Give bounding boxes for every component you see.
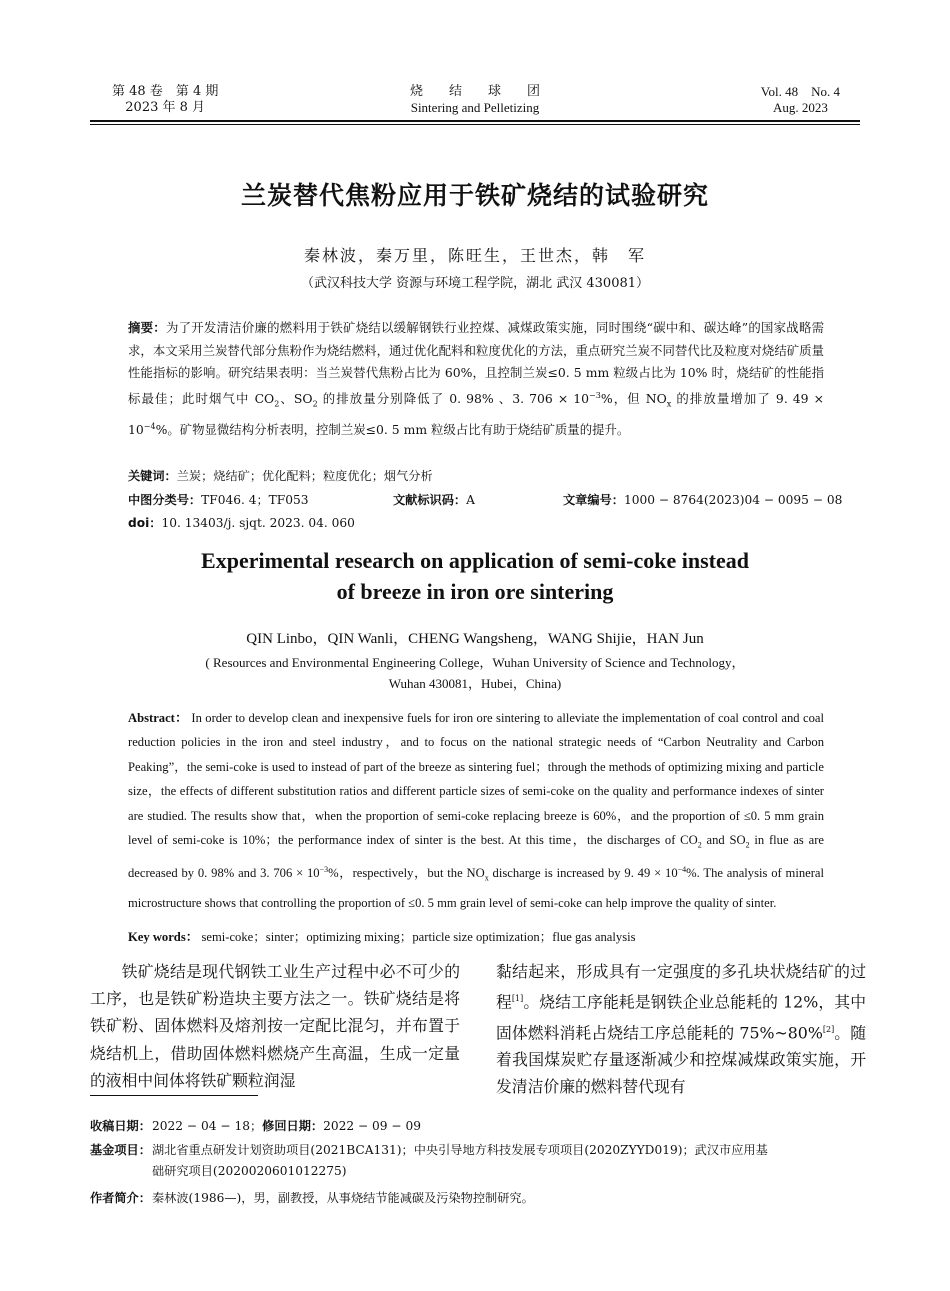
- affiliation-en: ( Resources and Environmental Engineering College，Wuhan University of Science and Technology， Wuhan 430081，Hubei，China): [205, 655, 745, 691]
- title-cn: 兰炭替代焦粉应用于铁矿烧结的试验研究: [240, 181, 709, 210]
- volume-issue-en: Vol. 48 No. 4: [760, 84, 840, 99]
- abstract-cn-label: 摘要：: [128, 320, 166, 335]
- footnote-dates: 收稿日期：2022 − 04 − 18；修回日期：2022 − 09 − 09: [90, 1119, 422, 1133]
- footnote-rule: [90, 1095, 258, 1096]
- keywords-cn-label: 关键词：: [128, 469, 177, 483]
- publication-date: 2023 年 8 月: [125, 100, 206, 115]
- header-rule-top: [90, 120, 860, 122]
- header-right: [761, 84, 840, 116]
- authors-en: QIN Linbo，QIN Wanli，CHENG Wangsheng，WANG Shijie，HAN Jun: [246, 631, 704, 647]
- abstract-en-label: Abstract：: [128, 711, 188, 725]
- publication-date-en: Aug. 2023: [772, 100, 828, 115]
- document-code: 文献标识码：A: [393, 493, 475, 507]
- body-column-left: 铁矿烧结是现代钢铁工业生产过程中必不可少的工序，也是铁矿粉造块主要方法之一。铁矿烧结是将铁矿粉、固体燃料及熔剂按一定配比混匀，并布置于烧结机上，借助固体燃料燃烧产生高温，生成一定量的液相中间体将铁矿颗粒润湿: [90, 962, 460, 1090]
- doi: doi：10. 13403/j. sjqt. 2023. 04. 060: [128, 516, 355, 530]
- footnote-funding: 基金项目：湖北省重点研发计划资助项目(2021BCA131)；中央引导地方科技发展专项项目(2020ZYYD019)；武汉市应用基 础研究项目(2020020601012275): [90, 1143, 768, 1178]
- body-column-right: 黏结起来，形成具有一定强度的多孔块状烧结矿的过程[1]。烧结工序能耗是钢铁企业总能耗的 12%，其中固体燃料消耗占烧结工序总能耗的 75%~80%[2]。随着我国煤炭贮存量逐渐减少和控煤减煤政策实施，开发清洁价廉的燃料替代现有: [496, 962, 866, 1097]
- article-number: 文章编号：1000 − 8764(2023)04 − 0095 − 08: [563, 493, 843, 507]
- footnote-author-bio: 作者简介：秦林波(1986—)，男，副教授，从事烧结节能减碳及污染物控制研究。: [90, 1191, 534, 1205]
- citation-1[interactable]: [1]: [511, 994, 524, 1004]
- keywords-cn-text: 兰炭；烧结矿；优化配料；粒度优化；烟气分析: [176, 469, 433, 483]
- abstract-en: Abstract： In order to develop clean and inexpensive fuels for iron ore sintering to alleviate the implementation of coal control and coal reduction policies in the iron and steel industry，and to focus on the national strategic needs of “Carbon Neutrality and Carbon Peaking”，the semi-coke is used to instead of part of the breeze as sintering fuel；through the methods of optimizing mixing and particle size，the effects of different substitution ratios and different particle sizes of semi-coke on the quality and performance indexes of sinter are studied. The results show that，when the proportion of semi-coke replacing breeze is 60%，and the proportion of ≤0. 5 mm grain level of semi-coke is 10%；the performance index of sinter is the best. At this time，the discharges of $CO_2$ and $SO_2$ in flue as are decreased by 0. 98% and 3. $706 \times 10^{-3}\%$，respectively，but the $NO_x$ discharge is increased by 9. $49 \times 10^{-4}\%$. The analysis of mineral microstructure shows that controlling the proportion of ≤0. 5 mm grain level of semi-coke can help improve the quality of sinter.: [128, 711, 824, 911]
- keywords-en-text: semi-coke；sinter；optimizing mixing；particle size optimization；flue gas analysis: [198, 930, 636, 944]
- keywords-en: [128, 926, 824, 945]
- journal-title-en: Sintering and Pelletizing: [410, 100, 540, 115]
- keywords-cn: [128, 468, 433, 484]
- authors-cn: 秦林波，秦万里，陈旺生，王世杰，韩 军: [303, 246, 646, 265]
- abstract-cn: 摘要：为了开发清洁价廉的燃料用于铁矿烧结以缓解钢铁行业控煤、减煤政策实施，同时围绕“碳中和、碳达峰”的国家战略需求，本文采用兰炭替代部分焦粉作为烧结燃料，通过优化配料和粒度优化的方法，重点研究兰炭不同替代比及粒度对烧结矿质量性能指标的影响。研究结果表明：当兰炭替代焦粉占比为 60%，且控制兰炭≤0. 5 mm 粒级占比为 10% 时，烧结矿的性能指标最佳；此时烟气中 $CO_2$、$SO_2$ 的排放量分别降低了 0. 98% 、3. $706 \times 10^{-3}\%$，但 $NO_x$ 的排放量增加了 9. $49 \times 10^{-4}\%$。矿物显微结构分析表明，控制兰炭≤0. 5 mm 粒级占比有助于烧结矿质量的提升。: [128, 320, 825, 437]
- journal-title-cn: 烧 结 球 团: [409, 84, 540, 99]
- citation-2[interactable]: [2]: [822, 1024, 835, 1034]
- affiliation-cn: （武汉科技大学 资源与环境工程学院，湖北 武汉 430081）: [300, 276, 650, 291]
- keywords-en-label: Key words：: [128, 930, 199, 944]
- title-en: Experimental research on application of semi-coke instead of breeze in iron ore sintering: [201, 548, 749, 604]
- header-rule-bottom: [90, 124, 860, 125]
- volume-issue: 第 48 卷 第 4 期: [112, 84, 219, 99]
- clc-number: 中图分类号：TF046. 4；TF053: [128, 493, 309, 507]
